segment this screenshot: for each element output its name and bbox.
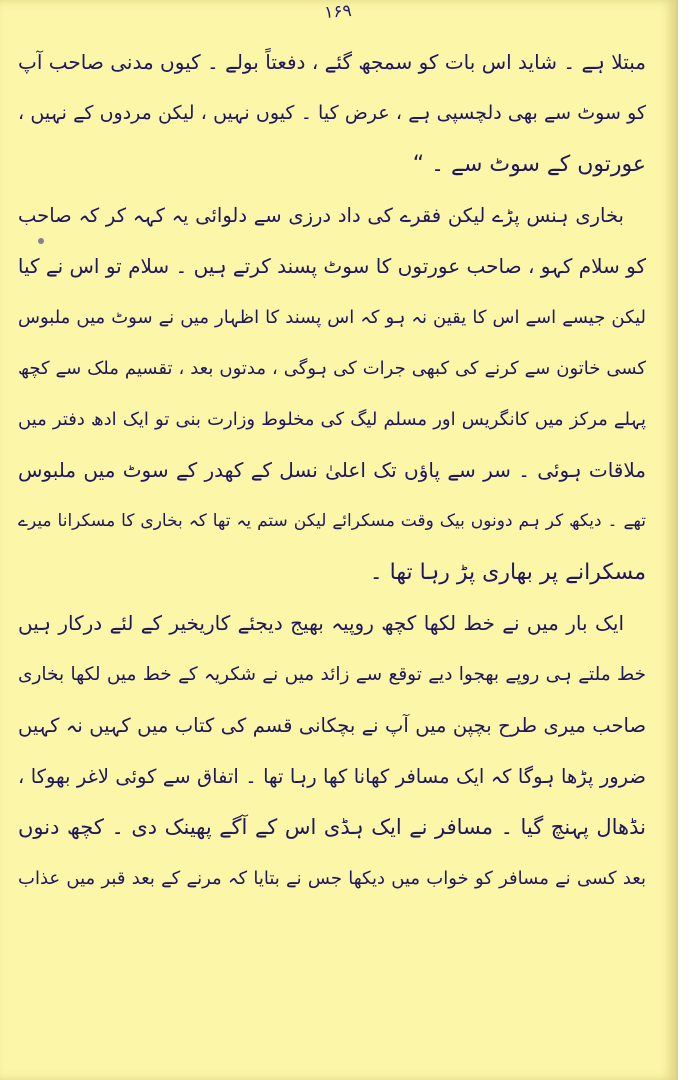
text-line-4: بخاری ہنس پڑے لیکن فقرے کی داد درزی سے دلوائی یہ کہہ کر کہ صاحب (18, 204, 624, 227)
text-line-6: لیکن جیسے اسے اس کا یقین نہ ہو کہ اس پسند کا اظہار میں نے سوٹ میں ملبوس (18, 307, 646, 328)
text-line-10: تھے ۔ دیکھ کر ہم دونوں بیک وقت مسکرائے لیکن ستم یہ تھا کہ بخاری کا مسکرانا میرے (18, 511, 646, 531)
text-line-5: کو سلام کہو ، صاحب عورتوں کا سوٹ پسند کرتے ہیں ۔ سلام تو اس نے کیا (18, 254, 646, 278)
text-line-16: نڈھال پہنچ گیا ۔ مسافر نے ایک ہڈی اس کے آگے پھینک دی ۔ کچھ دنوں (18, 815, 646, 839)
text-line-13: خط ملتے ہی روپے بھجوا دیے توقع سے زائد میں نے شکریہ کے خط میں لکھا بخاری (18, 664, 646, 685)
text-line-8: پہلے مرکز میں کانگریس اور مسلم لیگ کی مخلوط وزارت بنی تو ایک ادھ دفتر میں (18, 409, 646, 430)
page-number: ۱۶۹ (323, 1, 353, 23)
text-line-11: مسکرانے پر بھاری پڑ رہا تھا ۔ (369, 560, 646, 585)
text-line-17: بعد کسی نے مسافر کو خواب میں دیکھا جس نے بتایا کہ مرنے کے بعد قبر میں عذاب (18, 868, 646, 889)
text-line-12: ایک بار میں نے خط لکھا کچھ روپیہ بھیج دیجئے کاریخیر کے لئے درکار ہیں (18, 611, 624, 635)
ink-dot-mark (38, 238, 44, 244)
text-line-9: ملاقات ہوئی ۔ سر سے پاؤں تک اعلیٰ نسل کے کھدر کے سوٹ میں ملبوس (18, 458, 646, 482)
text-line-2: کو سوٹ سے بھی دلچسپی ہے ، عرض کیا ۔ کیوں نہیں ، لیکن مردوں کے نہیں ، (18, 102, 646, 124)
text-line-7: کسی خاتون سے کرنے کی کبھی جرات کی ہوگی ، مدتوں بعد ، تقسیم ملک سے کچھ (18, 358, 646, 379)
text-line-1: مبتلا ہے ۔ شاید اس بات کو سمجھ گئے ، دفعتاً بولے ۔ کیوں مدنی صاحب آپ (18, 50, 646, 74)
text-line-3: عورتوں کے سوٹ سے ۔ “ (412, 152, 646, 177)
text-line-15: ضرور پڑھا ہوگا کہ ایک مسافر کھانا کھا رہا تھا ۔ اتفاق سے کوئی لاغر بھوکا ، (18, 765, 646, 788)
page-body-text (18, 48, 646, 915)
text-line-14: صاحب میری طرح بچپن میں آپ نے بچکانی قسم کی کتاب میں کہیں نہ کہیں (18, 714, 646, 737)
